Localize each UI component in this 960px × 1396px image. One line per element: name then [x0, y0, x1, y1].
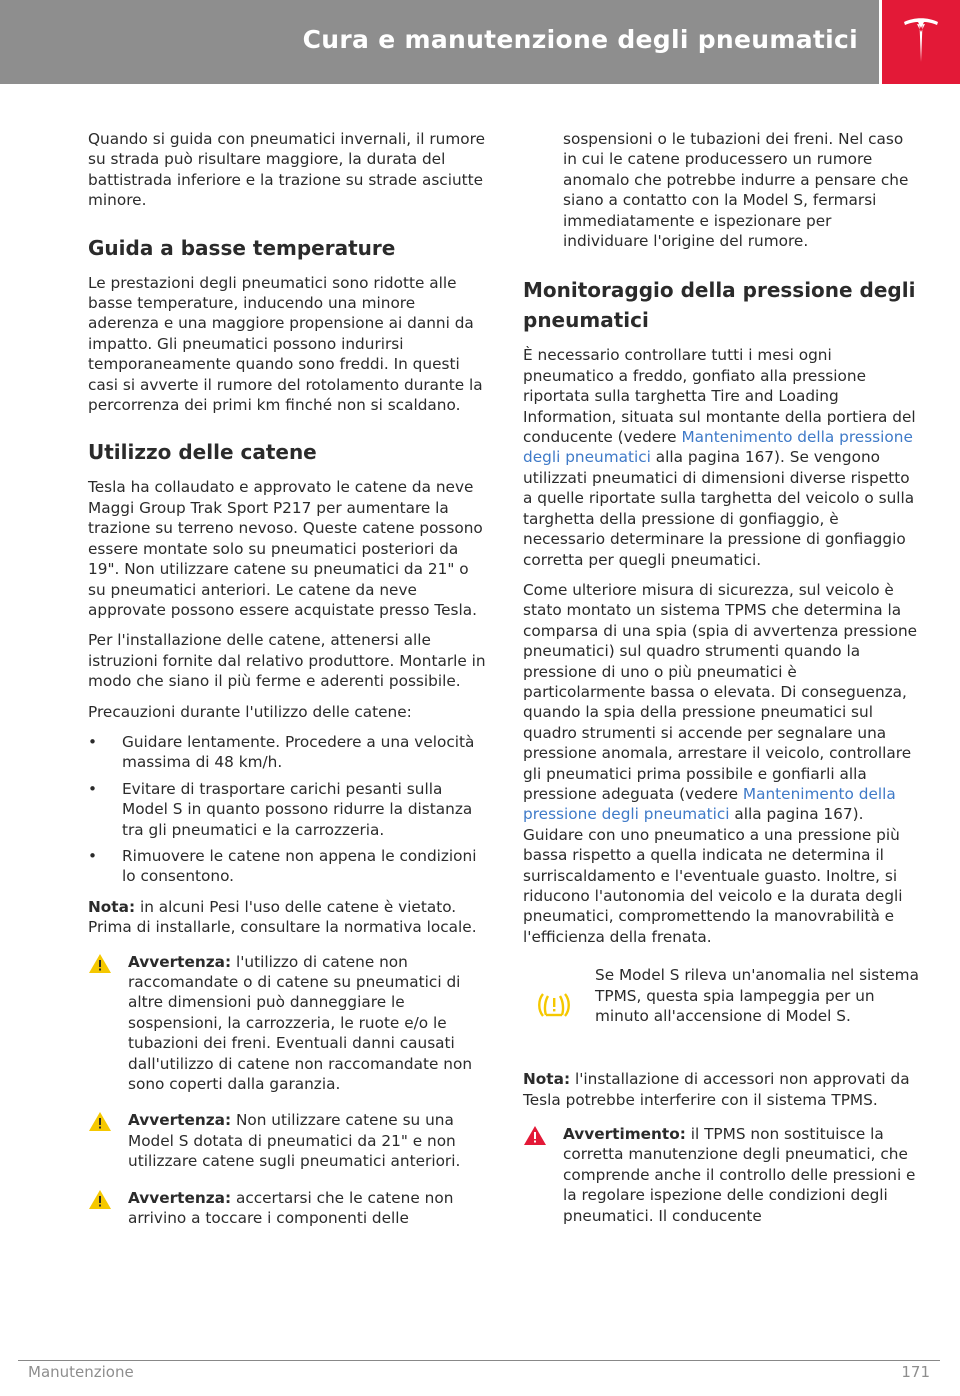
intro-paragraph: Quando si guida con pneumatici invernali, il rumore su strada può risultare maggiore, la durata del battistrada inferiore e la trazione su strade asciutte minore.: [88, 130, 485, 210]
tpms-description: Se Model S rileva un'anomalia nel sistema TPMS, questa spia lampeggia per un minuto all'accensione di Model S.: [595, 966, 919, 1026]
cold-paragraph: Le prestazioni degli pneumatici sono ridotte alle basse temperature, inducendo una minore aderenza e una maggiore propensione ai danni da impatto. Gli pneumatici possono indurirsi temporaneamente quando sono freddi. In questi casi si avverte il rumore del rotolamento durante la percorrenza dei primi km finché non si scaldano.: [88, 273, 483, 415]
list-item: • Rimuovere le catene non appena le condizioni lo consentono.: [88, 846, 477, 886]
warning-continuation: sospensioni o le tubazioni dei freni. Nel caso in cui le catene producessero un rumore anomalo che potrebbe indurre a pensare che siano a contatto con la Model S, fermarsi immediatamente e ispezionare per individuare l'origine del rumore.: [563, 130, 909, 251]
chains-paragraph-1: Tesla ha collaudato e approvato le catene da neve Maggi Group Trak Sport P217 per aumentare la trazione su terreno nevoso. Queste catene possono essere montate solo su pneumatici posteriori da 19". Non utilizzare catene su pneumatici da 21" o su pneumatici anteriori. Le catene da neve approvate possono essere acquistate presso Tesla.: [88, 478, 483, 619]
note-paragraph: Nota: l'installazione di accessori non approvati da Tesla potrebbe interferire con il sistema TPMS.: [523, 1070, 910, 1109]
footer-divider: [18, 1360, 940, 1361]
right-column: [523, 129, 919, 1242]
bullet-glyph: •: [88, 779, 98, 798]
heading-cold-temperatures: Guida a basse temperature: [88, 235, 396, 260]
heading-chains: Utilizzo delle catene: [88, 440, 317, 465]
tesla-logo-icon: [900, 16, 942, 66]
page-title: Cura e manutenzione degli pneumatici: [302, 25, 858, 54]
caution-block: Avvertenza: Non utilizzare catene su una Model S dotata di pneumatici da 21" e non utilizzare catene sugli pneumatici anteriori.: [88, 1110, 486, 1171]
tpms-paragraph-1: È necessario controllare tutti i mesi ogni pneumatico a freddo, gonfiato alla pressione riportata sulla targhetta Tire and Loading Information, situata sul montante della portiera del conducente (vedere Mantenimento della pressione degli pneumatici alla pagina 167). Se vengono utilizzati pneumatici di dimensioni diverse rispetto a quelle riportate sulla targhetta del veicolo o sulla targhetta della pressione di gonfiaggio, è necessario determinare la pressione di gonfiaggio corretta per quegli pneumatici.: [523, 346, 916, 569]
bullet-glyph: •: [88, 732, 98, 751]
caution-triangle-icon: [88, 1111, 112, 1132]
header-bar: [0, 0, 960, 84]
tpms-indicator-block: [523, 965, 919, 1047]
caution-triangle-icon: [88, 1189, 112, 1210]
caution-triangle-icon: [88, 953, 112, 974]
left-column: [88, 129, 486, 1244]
precautions-intro: Precauzioni durante l'utilizzo delle catene:: [88, 702, 412, 721]
caution-block: Avvertenza: l'utilizzo di catene non raccomandate o di catene su pneumatici di altre dimensioni può danneggiare le sospensioni, la carrozzeria, le ruote e/o le tubazioni dei freni. Eventuali danni causati dall'utilizzo di catene non raccomandate non sono coperti dalla garanzia.: [88, 952, 486, 1095]
list-item: • Guidare lentamente. Procedere a una velocità massima di 48 km/h.: [88, 732, 475, 772]
note-paragraph: Nota: in alcuni Pesi l'uso delle catene è vietato. Prima di installarle, consultare la normativa locale.: [88, 897, 477, 937]
tpms-paragraph-2: Come ulteriore misura di sicurezza, sul veicolo è stato montato un sistema TPMS che determina la comparsa di una spia (spia di avvertenza pressione pneumatici) sul quadro strumenti quando la pressione di uno o più pneumatici è particolarmente bassa o elevata. Di conseguenza, quando la spia della pressione pneumatici sul quadro strumenti si accende per segnalare una pressione anomala, arrestare il veicolo, controllare gli pneumatici prima possibile e gonfiarli alla pressione adeguata (vedere Mantenimento della pressione degli pneumatici alla pagina 167). Guidare con uno pneumatico a una pressione più bassa rispetto a quella indicata ne determina il surriscaldamento e l'eventuale guasto. Inoltre, si riducono l'autonomia del veicolo e la durata degli pneumatici, compromettendo la manovrabilità e l'efficienza della frenata.: [523, 580, 918, 946]
footer-section: Manutenzione: [28, 1363, 134, 1381]
tire-pressure-link[interactable]: Mantenimento della pressione degli pneumatici: [523, 428, 913, 467]
precautions-list: [88, 732, 486, 887]
danger-block: Avvertimento: il TPMS non sostituisce la corretta manutenzione degli pneumatici, che comprende anche il controllo delle pressioni e la regolare ispezione delle condizioni degli pneumatici. Il conducente: [523, 1124, 919, 1226]
danger-triangle-icon: [523, 1125, 547, 1146]
chains-paragraph-2: Per l'installazione delle catene, attenersi alle istruzioni fornite dal relativo produttore. Montarle in modo che siano il più ferme e aderenti possibile.: [88, 631, 486, 691]
brand-logo: [879, 0, 960, 84]
heading-tpms: Monitoraggio della pressione degli pneumatici: [523, 278, 916, 333]
page-number: 171: [901, 1363, 930, 1381]
caution-block: Avvertenza: accertarsi che le catene non arrivino a toccare i componenti delle: [88, 1188, 486, 1229]
bullet-glyph: •: [88, 846, 98, 865]
list-item: • Evitare di trasportare carichi pesanti sulla Model S in quanto possono ridurre la distanza tra gli pneumatici e la carrozzeria.: [88, 779, 473, 839]
tire-pressure-link[interactable]: Mantenimento della pressione degli pneumatici: [523, 784, 896, 824]
tpms-warning-icon: [537, 991, 571, 1019]
